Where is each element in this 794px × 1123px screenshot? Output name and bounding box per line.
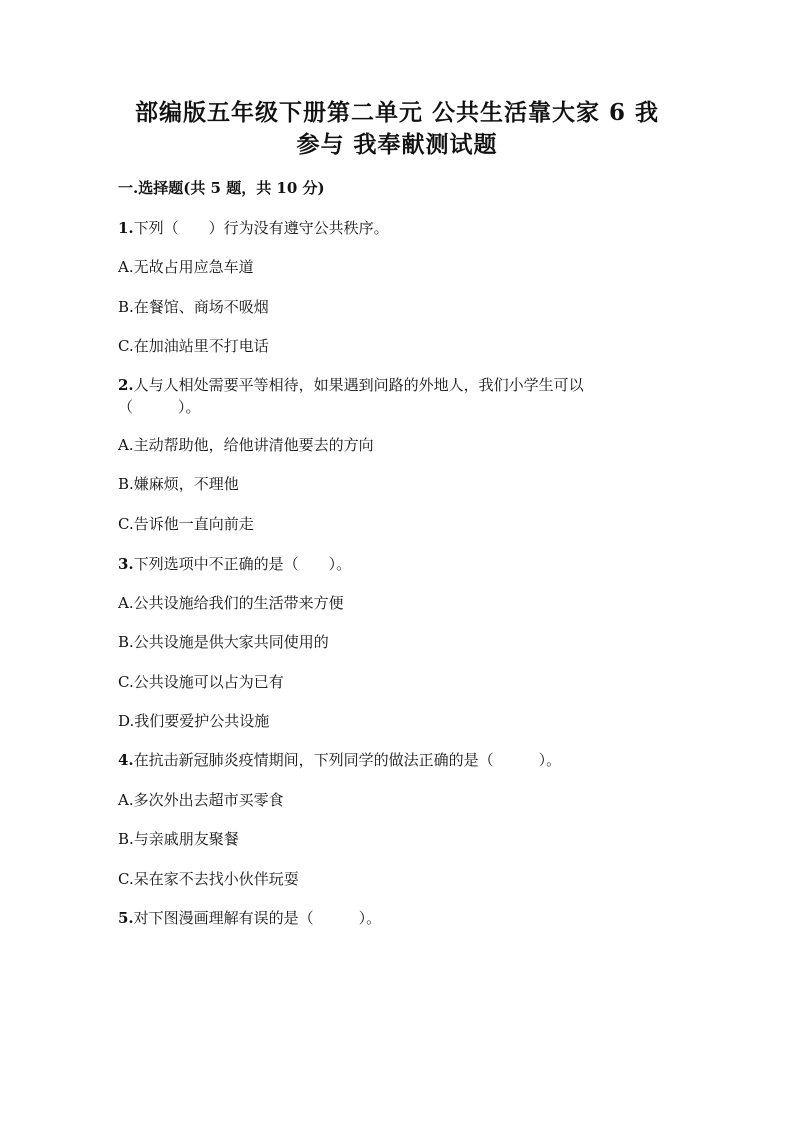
question-2-option-c: C.告诉他一直向前走 [118,515,254,533]
question-number: 4. [118,751,134,769]
question-1 [118,218,389,238]
question-4-option-a: A.多次外出去超市买零食 [118,791,284,809]
question-number: 1. [118,219,134,237]
question-2 [118,375,584,395]
question-3-option-d: D.我们要爱护公共设施 [118,712,270,730]
question-3-option-b: B.公共设施是供大家共同使用的 [118,633,329,651]
question-1-option-c: C.在加油站里不打电话 [118,337,269,355]
question-number: 3. [118,555,134,573]
document-title-line-2: 参与 我奉献测试题 [296,131,498,158]
question-number: 5. [118,909,134,927]
question-4-option-b: B.与亲戚朋友聚餐 [118,830,239,848]
question-3-option-c: C.公共设施可以占为已有 [118,673,284,691]
question-stem: 下列（ ）行为没有遵守公共秩序。 [133,219,389,237]
question-stem: 在抗击新冠肺炎疫情期间，下列同学的做法正确的是（ ）。 [133,751,562,769]
document-title-line-1: 部编版五年级下册第二单元 公共生活靠大家 6 我 [134,99,660,126]
question-3 [118,554,351,574]
question-number: 2. [118,376,134,394]
question-2-option-a: A.主动帮助他，给他讲清他要去的方向 [118,436,374,454]
question-4-option-c: C.呆在家不去找小伙伴玩耍 [118,870,299,888]
question-stem: 人与人相处需要平等相待，如果遇到问路的外地人，我们小学生可以 [133,376,584,394]
question-5 [118,908,381,928]
question-4 [118,750,561,770]
question-2-stem-continued: （ ）。 [118,398,201,416]
question-1-option-a: A.无故占用应急车道 [118,258,254,276]
question-3-option-a: A.公共设施给我们的生活带来方便 [118,594,344,612]
question-1-option-b: B.在餐馆、商场不吸烟 [118,298,269,316]
question-stem: 对下图漫画理解有误的是（ ）。 [133,909,382,927]
section-header: 一.选择题(共 5 题，共 10 分) [118,179,325,197]
question-stem: 下列选项中不正确的是（ ）。 [133,555,352,573]
question-2-option-b: B.嫌麻烦，不理他 [118,475,239,493]
